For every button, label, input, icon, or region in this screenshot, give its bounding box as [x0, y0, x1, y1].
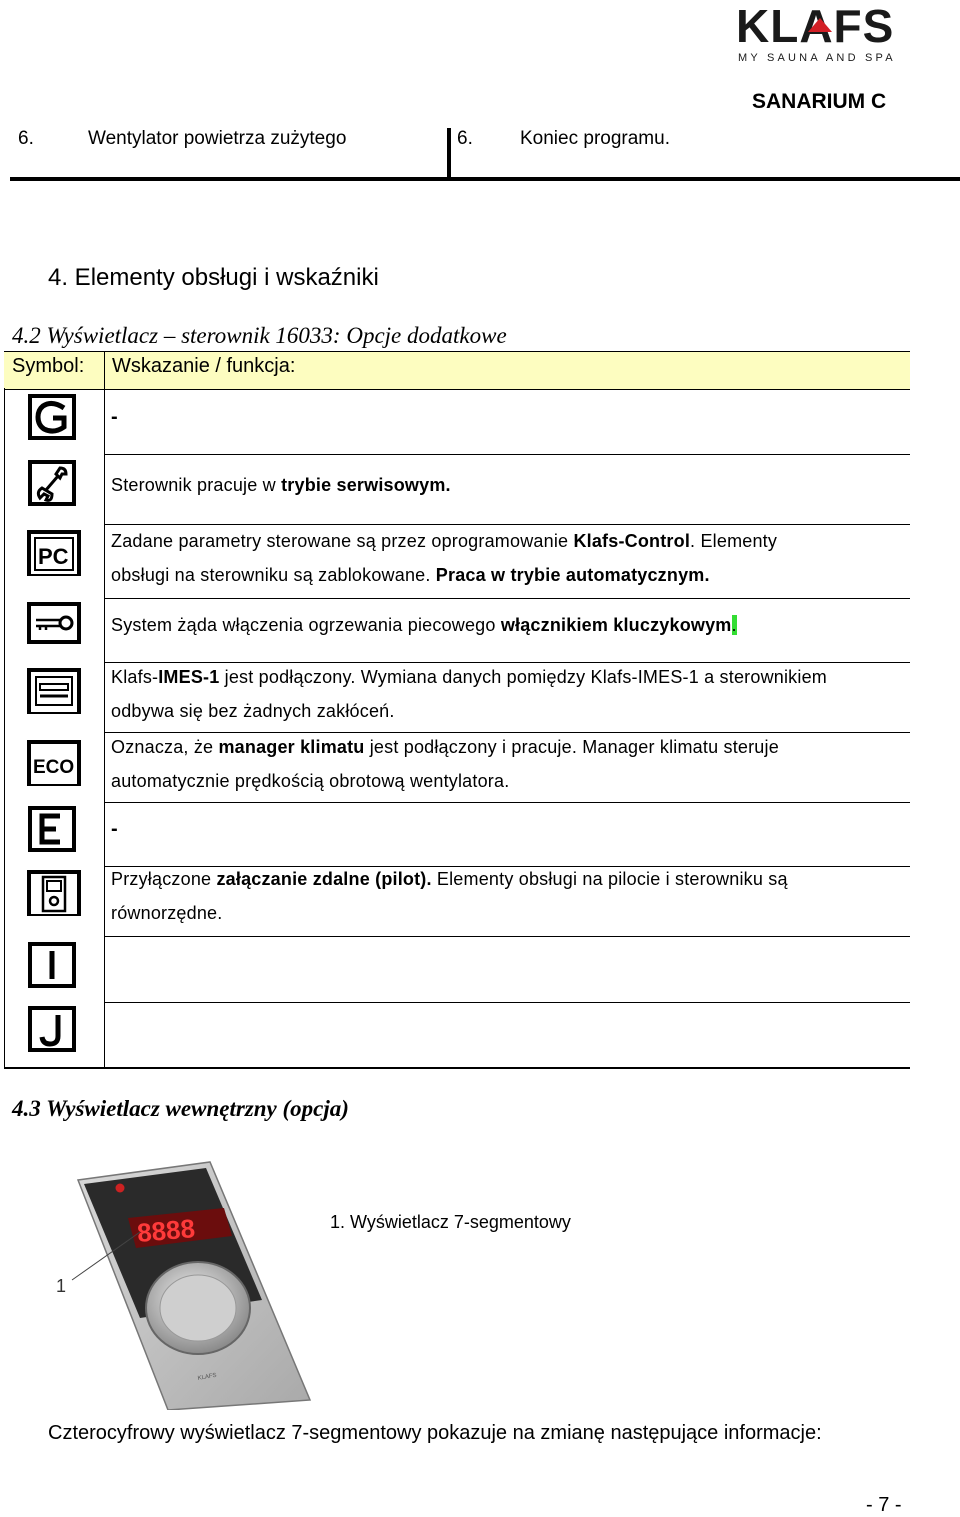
eco-icon [26, 740, 82, 786]
section-4-2-heading: 4.2 Wyświetlacz – sterownik 16033: Opcje dodatkowe [12, 323, 507, 348]
empty-function-dash: - [111, 818, 118, 840]
table-row [4, 454, 910, 524]
text: jest podłączony i pracuje. Manager klimatu steruje [364, 737, 779, 757]
text-bold: trybie serwisowym. [281, 475, 451, 495]
table-row [4, 802, 910, 866]
header-right-number: 6. [457, 128, 473, 149]
text: Elementy obsługi na pilocie i sterowniku są [431, 869, 788, 889]
function-text [111, 862, 788, 930]
text: System żąda włączenia ogrzewania piecowego [111, 615, 501, 635]
logo-tagline: MY SAUNA AND SPA [738, 52, 896, 64]
highlighted-text: . [731, 615, 737, 635]
seven-segment-digits: 8888 [135, 1213, 197, 1248]
product-name: SANARIUM C [752, 90, 887, 113]
col-function-header: Wskazanie / funkcja: [112, 355, 296, 377]
table-row [4, 732, 910, 802]
callout-number: 1 [56, 1276, 67, 1296]
text: obsługi na sterowniku są zablokowane. [111, 565, 436, 585]
section-4-3-heading: 4.3 Wyświetlacz wewnętrzny (opcja) [12, 1096, 349, 1121]
col-symbol-header: Symbol: [12, 355, 85, 377]
text: Klafs- [111, 667, 159, 687]
table-row [4, 1002, 910, 1068]
text: odbywa się bez żadnych zakłóceń. [111, 701, 395, 721]
device-brand: KLAFS [197, 1372, 218, 1382]
text-bold: Klafs-Control [573, 531, 691, 551]
logo-accent-triangle [808, 18, 832, 32]
table-header [4, 351, 910, 390]
j-letter-icon [26, 1006, 82, 1052]
section-4-heading: 4. Elementy obsługi i wskaźniki [48, 264, 379, 291]
imes-module-icon [26, 668, 82, 714]
function-text [111, 730, 779, 798]
function-text [111, 660, 827, 728]
internal-display-device-image [48, 1160, 318, 1410]
wrench-icon [26, 460, 82, 506]
table-row [4, 524, 910, 598]
function-text [111, 524, 777, 592]
table-row [4, 662, 910, 732]
key-icon [26, 600, 82, 646]
text-bold: Praca w trybie automatycznym. [435, 565, 710, 585]
header-right-text: Koniec programu. [520, 128, 670, 149]
text: Oznacza, że [111, 737, 219, 757]
text: Przyłączone [111, 869, 217, 889]
pc-icon [26, 530, 82, 576]
text: jest podłączony. Wymiana danych pomiędzy Klafs-IMES-1 a sterownikiem [219, 667, 827, 687]
header-divider [447, 128, 451, 178]
svg-text:ECO: ECO [33, 757, 75, 778]
text-bold: IMES-1 [158, 667, 220, 687]
i-letter-icon [26, 942, 82, 988]
header-left-text: Wentylator powietrza zużytego [88, 128, 347, 149]
table-row [4, 866, 910, 936]
text: Sterownik pracuje w [111, 475, 282, 495]
device-caption: 1. Wyświetlacz 7-segmentowy [330, 1212, 571, 1232]
text-bold: włącznikiem kluczykowym [500, 615, 732, 635]
g-letter-icon [26, 394, 82, 440]
e-letter-icon [26, 806, 82, 852]
header-rule [10, 177, 960, 181]
table-row [4, 936, 910, 1002]
page-number: - 7 - [866, 1494, 902, 1516]
table-bottom-rule [4, 1067, 910, 1069]
text: automatycznie prędkością obrotową wentylatora. [111, 771, 510, 791]
svg-text:PC: PC [38, 544, 69, 569]
empty-function-dash: - [111, 406, 118, 428]
function-text [111, 468, 451, 502]
table-row [4, 598, 910, 662]
table-row [4, 388, 910, 454]
function-text [111, 608, 737, 642]
text-bold: załączanie zdalne (pilot). [216, 869, 432, 889]
header-left-number: 6. [18, 128, 34, 149]
text: Zadane parametry sterowane są przez oprogramowanie [111, 531, 574, 551]
body-paragraph: Czterocyfrowy wyświetlacz 7-segmentowy pokazuje na zmianę następujące informacje: [48, 1422, 822, 1444]
text: równorzędne. [111, 903, 223, 923]
text: . Elementy [690, 531, 778, 551]
remote-icon [26, 870, 82, 916]
klafs-logo: KLAFS [736, 0, 895, 52]
text-bold: manager klimatu [218, 737, 365, 757]
